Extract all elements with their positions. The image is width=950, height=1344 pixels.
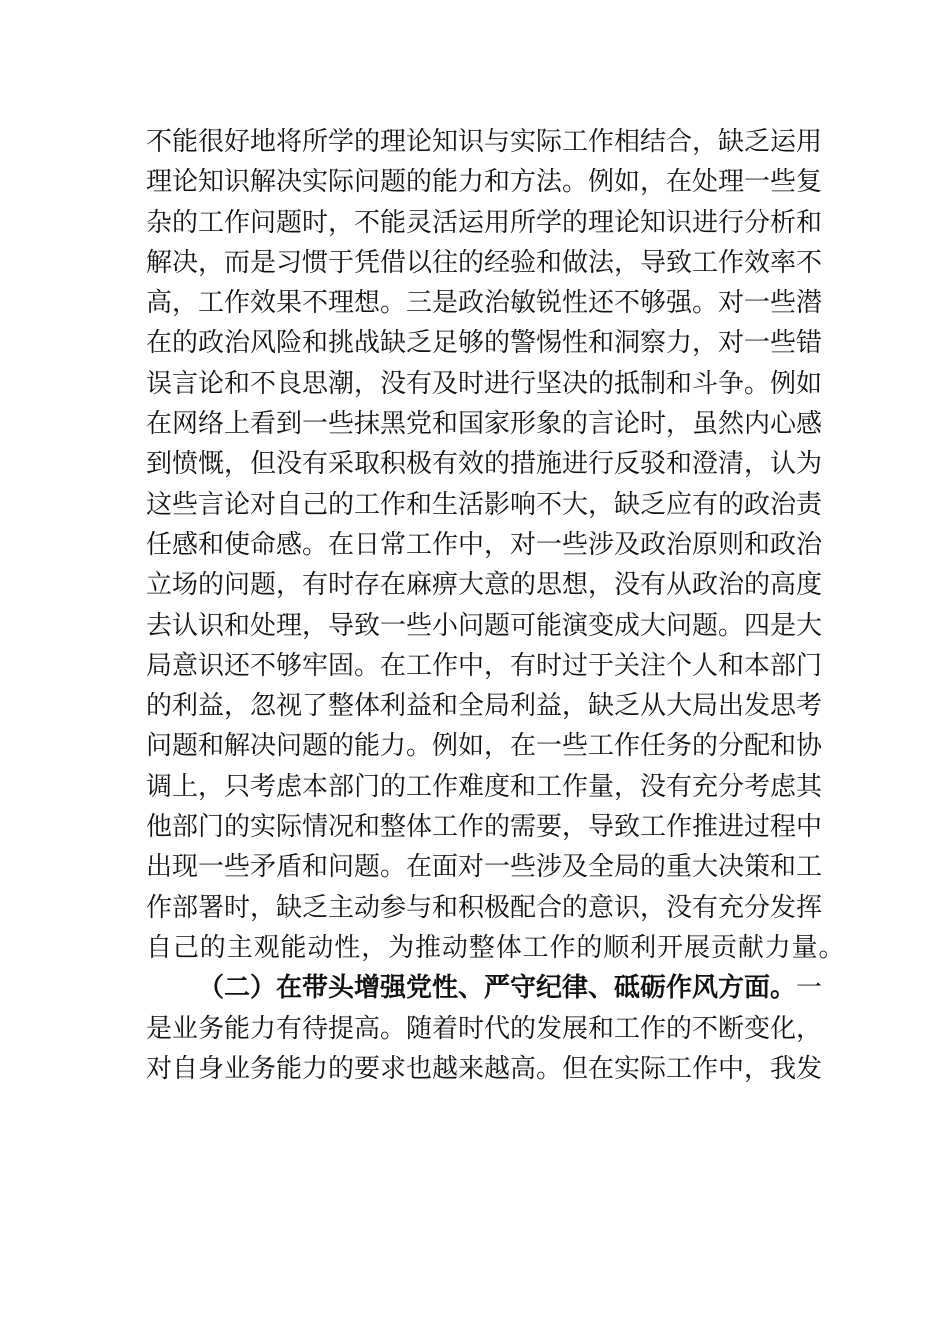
text-line: 调上，只考虑本部门的工作难度和工作量，没有充分考虑其 bbox=[146, 771, 823, 802]
text-line: 杂的工作问题时，不能灵活运用所学的理论知识进行分析和 bbox=[146, 207, 823, 238]
text-line: 到愤慨，但没有采取积极有效的措施进行反驳和澄清，认为 bbox=[146, 449, 823, 480]
text-line: 在网络上看到一些抹黑党和国家形象的言论时，虽然内心感 bbox=[146, 409, 823, 440]
text-line: 解决，而是习惯于凭借以往的经验和做法，导致工作效率不 bbox=[146, 247, 823, 278]
text-line: 是业务能力有待提高。随着时代的发展和工作的不断变化， bbox=[146, 1013, 823, 1044]
text-line: 自己的主观能动性，为推动整体工作的顺利开展贡献力量。 bbox=[146, 932, 846, 963]
text-line: 作部署时，缺乏主动参与和积极配合的意识，没有充分发挥 bbox=[146, 892, 823, 923]
text-line: 立场的问题，有时存在麻痹大意的思想，没有从政治的高度 bbox=[146, 570, 823, 601]
text-line: 任感和使命感。在日常工作中，对一些涉及政治原则和政治 bbox=[146, 529, 823, 560]
body-text bbox=[146, 122, 846, 1089]
text-line: 去认识和处理，导致一些小问题可能演变成大问题。四是大 bbox=[146, 610, 823, 641]
section-heading: （二）在带头增强党性、严守纪律、砥砺作风方面。 bbox=[198, 973, 797, 1004]
text-line: 这些言论对自己的工作和生活影响不大，缺乏应有的政治责 bbox=[146, 489, 823, 520]
text-line: 理论知识解决实际问题的能力和方法。例如，在处理一些复 bbox=[146, 167, 823, 198]
text-line: 局意识还不够牢固。在工作中，有时过于关注个人和本部门 bbox=[146, 650, 823, 681]
section-heading-line bbox=[146, 968, 823, 1008]
text-line: 在的政治风险和挑战缺乏足够的警惕性和洞察力，对一些错 bbox=[146, 328, 823, 359]
text-line: 误言论和不良思潮，没有及时进行坚决的抵制和斗争。例如 bbox=[146, 368, 823, 399]
text-line: 高，工作效果不理想。三是政治敏锐性还不够强。对一些潜 bbox=[146, 288, 823, 319]
heading-line-rest: 一 bbox=[796, 973, 823, 1004]
paragraph-2 bbox=[146, 968, 823, 1089]
text-line: 问题和解决问题的能力。例如，在一些工作任务的分配和协 bbox=[146, 731, 823, 762]
text-line: 他部门的实际情况和整体工作的需要，导致工作推进过程中 bbox=[146, 812, 823, 843]
text-line: 不能很好地将所学的理论知识与实际工作相结合，缺乏运用 bbox=[146, 127, 823, 157]
paragraph-1 bbox=[146, 122, 846, 968]
text-line: 对自身业务能力的要求也越来越高。但在实际工作中，我发 bbox=[146, 1053, 823, 1084]
text-line: 的利益，忽视了整体利益和全局利益，缺乏从大局出发思考 bbox=[146, 691, 823, 722]
text-line: 出现一些矛盾和问题。在面对一些涉及全局的重大决策和工 bbox=[146, 852, 823, 883]
